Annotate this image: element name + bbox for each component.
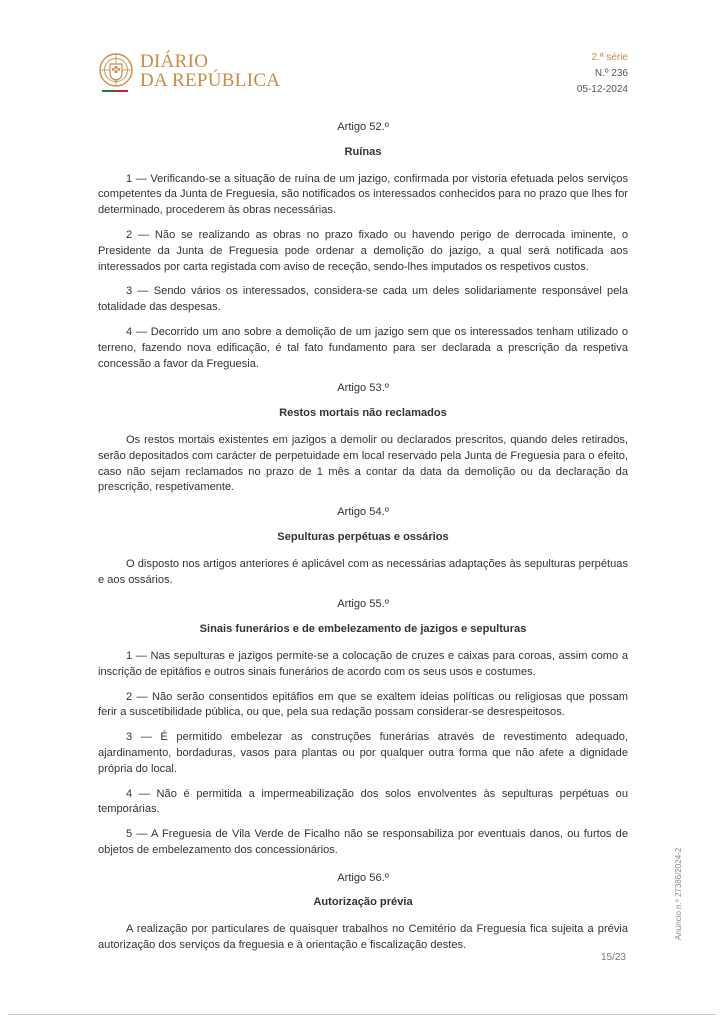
article-52 (98, 120, 628, 372)
article-54 (98, 505, 628, 588)
article-title: Sinais funerários e de embelezamento de jazigos e sepulturas (199, 623, 527, 636)
article-paragraph: 4 — Decorrido um ano sobre a demolição de um jazigo sem que os interessados tenham utilizado o terreno, fazendo nova edificação, é tal fato fundamento para ser declarada a prescrição da respetiva concessão a favor da Freguesia. (98, 325, 628, 370)
logo-line-1: DIÁRIO (140, 51, 209, 72)
document-body (98, 120, 628, 963)
article-paragraph: O disposto nos artigos anteriores é aplicável com as necessárias adaptações às sepulturas perpétuas e aos ossários. (98, 557, 628, 586)
article-number: Artigo 53.º (337, 382, 389, 395)
article-number: Artigo 54.º (337, 506, 389, 519)
article-paragraph: 4 — Não é permitida a impermeabilização dos solos envolventes às sepulturas perpétuas ou temporárias. (98, 787, 628, 816)
article-paragraph: 1 — Nas sepulturas e jazigos permite-se a colocação de cruzes e caixas para coroas, assim como a inscrição de epitáfios e outros sinais funerários de acordo com os seus usos e costumes. (98, 649, 628, 678)
logo-line-2: DA REPÚBLICA (140, 70, 281, 91)
article-paragraph: 2 — Não serão consentidos epitáfios em que se exaltem ideias políticas ou religiosas que possam ferir a suscetibilidade pública, ou que, pela sua redação possam considerar-se desrespeitosos. (98, 690, 628, 719)
flag-stripe (102, 90, 128, 92)
article-paragraph: Os restos mortais existentes em jazigos a demolir ou declarados prescritos, quando deles retirados, serão depositados com carácter de perpetuidade em local reservado pela Junta de Freguesia para o efeito, caso não sejam reclamados no prazo de 1 mês a contar da data da demolição ou da declaração da prescrição, respetivamente. (98, 433, 628, 494)
article-number: Artigo 55.º (337, 598, 389, 611)
article-number: Artigo 52.º (337, 121, 389, 133)
issue-number: N.º 236 (594, 68, 628, 79)
article-title: Ruínas (344, 145, 382, 158)
article-paragraph: 1 — Verificando-se a situação de ruína de um jazigo, confirmada por vistoria efetuada pelos serviços competentes da Junta de Freguesia, são notificados os interessados conhecidos para no prazo que lhes for determinado, procederem às obras necessárias. (98, 172, 628, 217)
article-number: Artigo 56.º (337, 871, 389, 884)
bottom-divider (8, 1014, 716, 1015)
side-reference (664, 830, 683, 940)
article-56 (98, 871, 628, 954)
article-53 (98, 381, 628, 496)
issue-series: 2.ª série (591, 52, 628, 63)
article-paragraph: A realização por particulares de quaisquer trabalhos no Cemitério da Freguesia fica sujeita a prévia autorização dos serviços da freguesia e à orientação e fiscalização destes. (98, 923, 628, 952)
article-paragraph: 5 — A Freguesia de Vila Verde de Ficalho não se responsabiliza por eventuais danos, ou furtos de objetos de embelezamento dos concessionários. (98, 828, 628, 856)
page-number: 15/23 (600, 952, 626, 963)
republic-emblem-icon (98, 52, 134, 88)
issue-info (577, 50, 628, 98)
issue-date: 05-12-2024 (576, 84, 628, 95)
diario-republica-logo (140, 52, 280, 90)
article-55 (98, 597, 628, 858)
article-title: Autorização prévia (313, 896, 413, 909)
article-paragraph: 2 — Não se realizando as obras no prazo fixado ou havendo perigo de derrocada iminente, o Presidente da Junta de Freguesia pode ordenar a demolição do jazigo, a qual será notificada aos interessados por carta registada com aviso de receção, sendo-lhes imputados os respetivos custos. (98, 228, 628, 273)
article-paragraph: 3 — Sendo vários os interessados, considera-se cada um deles solidariamente responsável pela totalidade das despesas. (98, 285, 628, 314)
announcement-reference: Anúncio n.º 27386/2024-2 (674, 847, 683, 940)
article-title: Sepulturas perpétuas e ossários (277, 530, 449, 543)
article-paragraph: 3 — É permitido embelezar as construções funerárias através de revestimento adequado, ajardinamento, bordaduras, vasos para plantas ou por qualquer outra forma que não afete a dignidade própria do local. (98, 731, 628, 775)
page-header (98, 50, 628, 100)
article-title: Restos mortais não reclamados (279, 407, 447, 420)
